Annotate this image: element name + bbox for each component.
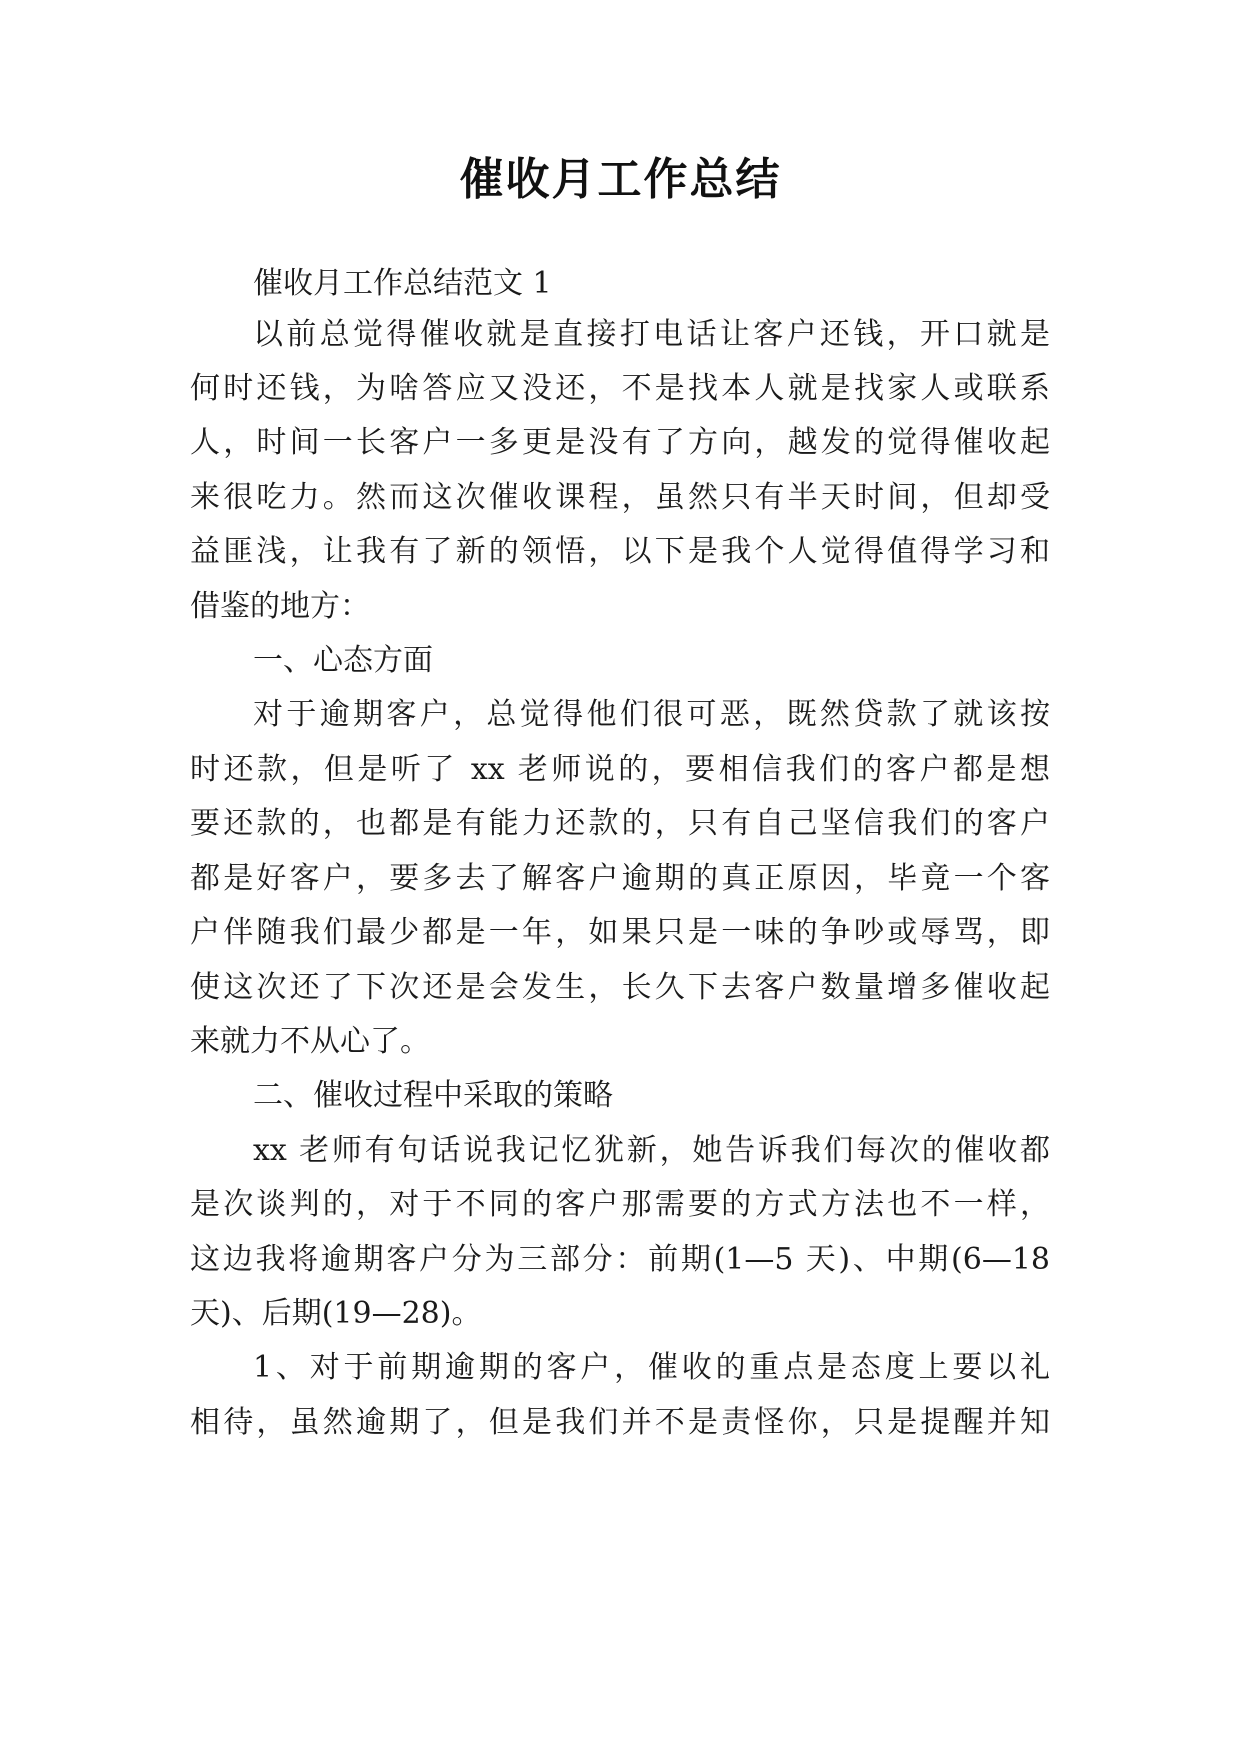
document-title: 催收月工作总结 xyxy=(459,154,782,205)
body-line: 以前总觉得催收就是直接打电话让客户还钱，开口就是 xyxy=(253,317,1050,352)
body-line: 是次谈判的，对于不同的客户那需要的方式方法也不一样， xyxy=(190,1187,1050,1222)
body-line: 都是好客户，要多去了解客户逾期的真正原因，毕竟一个客 xyxy=(190,861,1050,896)
body-line: 要还款的，也都是有能力还款的，只有自己坚信我们的客户 xyxy=(190,806,1050,841)
body-line: 来就力不从心了。 xyxy=(190,1024,430,1059)
body-line: 户伴随我们最少都是一年，如果只是一味的争吵或辱骂，即 xyxy=(190,915,1050,950)
body-line: 天)、后期(19—28)。 xyxy=(190,1296,482,1331)
body-line: 何时还钱，为啥答应又没还，不是找本人就是找家人或联系 xyxy=(190,371,1050,406)
body-line: 借鉴的地方： xyxy=(190,589,370,624)
body-line: 相待，虽然逾期了，但是我们并不是责怪你，只是提醒并知 xyxy=(190,1405,1050,1440)
body-line: 使这次还了下次还是会发生，长久下去客户数量增多催收起 xyxy=(190,970,1050,1005)
section-heading: 二、催收过程中采取的策略 xyxy=(253,1078,613,1113)
subtitle-line: 催收月工作总结范文 1 xyxy=(253,266,552,301)
body-line: 时还款，但是听了 xx 老师说的，要相信我们的客户都是想 xyxy=(190,752,1050,787)
body-line: 人，时间一长客户一多更是没有了方向，越发的觉得催收起 xyxy=(190,425,1050,460)
body-line: 对于逾期客户，总觉得他们很可恶，既然贷款了就该按 xyxy=(253,697,1050,732)
body-line: xx 老师有句话说我记忆犹新，她告诉我们每次的催收都 xyxy=(253,1133,1050,1168)
section-heading: 一、心态方面 xyxy=(253,643,433,678)
body-line: 来很吃力。然而这次催收课程，虽然只有半天时间，但却受 xyxy=(190,480,1050,515)
body-line: 益匪浅，让我有了新的领悟，以下是我个人觉得值得学习和 xyxy=(190,534,1050,569)
body-line: 这边我将逾期客户分为三部分：前期(1—5 天)、中期(6—18 xyxy=(190,1242,1050,1277)
body-line: 1、对于前期逾期的客户，催收的重点是态度上要以礼 xyxy=(253,1350,1050,1385)
